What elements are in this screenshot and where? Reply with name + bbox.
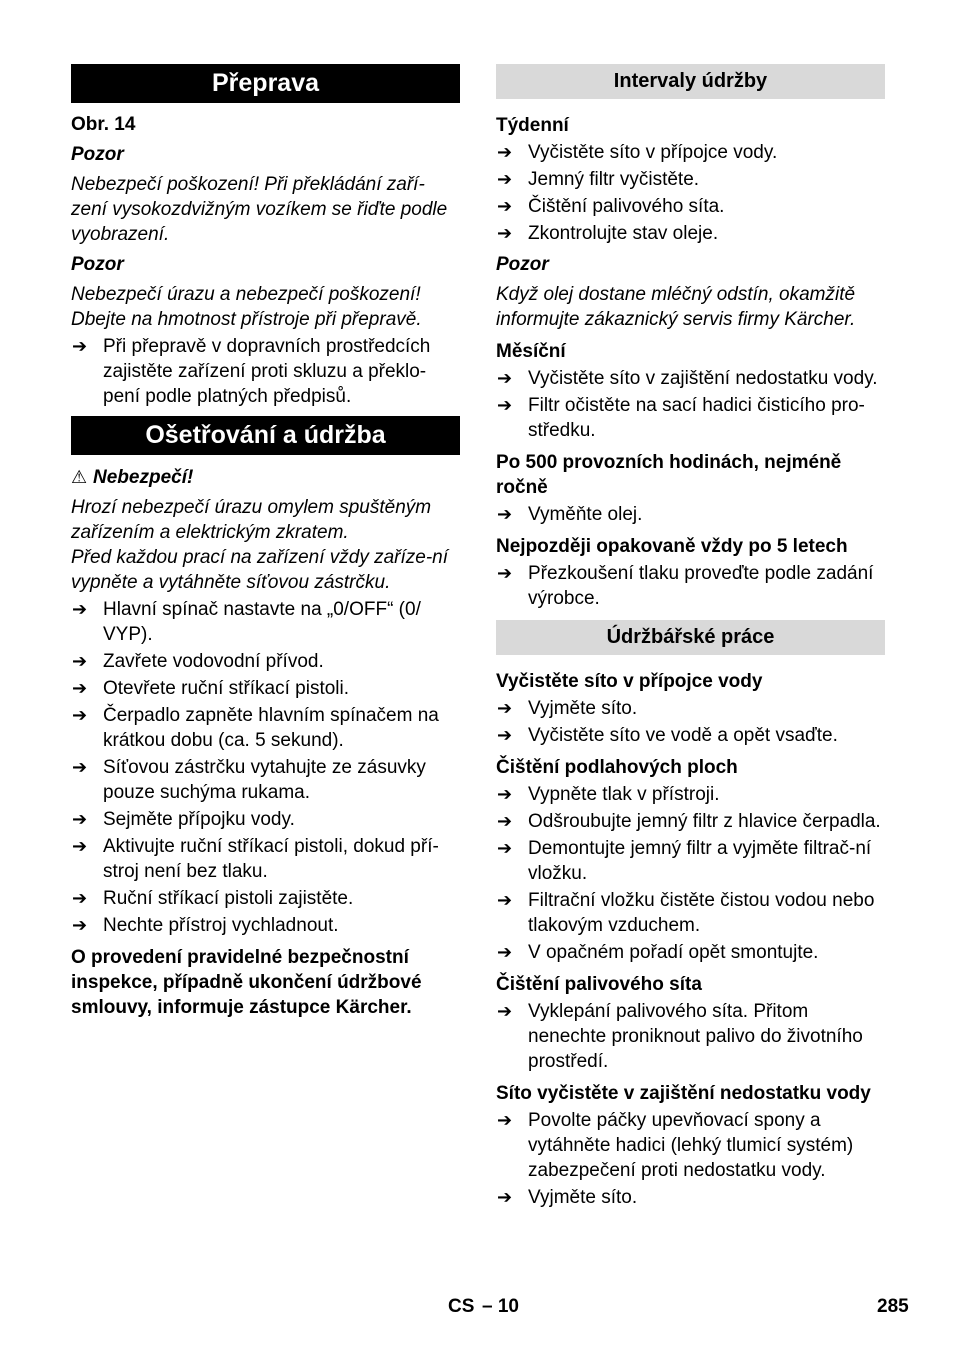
list-item-text: Přezkoušení tlaku proveďte podle zadání výrobce.: [528, 563, 874, 609]
transport-heading: Přeprava: [71, 64, 460, 103]
weekly-label: Týdenní: [496, 115, 569, 136]
list-item-text: Vyčistěte síto ve vodě a opět vsaďte.: [528, 725, 838, 746]
caution-label: Pozor: [71, 254, 124, 275]
footer-page-number: 285: [877, 1296, 909, 1317]
arrow-right-icon: ➔: [497, 368, 513, 388]
list-item-text: Zkontrolujte stav oleje.: [528, 223, 719, 244]
arrow-right-icon: ➔: [497, 223, 513, 243]
footer-lang-code: CS: [448, 1296, 475, 1317]
list-item-text: Vyměňte olej.: [528, 504, 643, 525]
list-item-text: Ruční stříkací pistoli zajistěte.: [103, 888, 354, 909]
danger-text: Hrozí nebezpečí úrazu omylem spuštěným zařízením a elektrickým zkratem.: [71, 497, 432, 543]
list-item: [496, 999, 885, 1074]
arrow-right-icon: ➔: [497, 169, 513, 189]
arrow-right-icon: ➔: [497, 504, 513, 524]
list-item-text: Sejměte přípojku vody.: [103, 809, 295, 830]
list-item-text: Aktivujte ruční stříkací pistoli, dokud pří-stroj není bez tlaku.: [103, 836, 439, 882]
inspection-note: O provedení pravidelné bezpečnostní inspekce, případně ukončení údržbové smlouvy, informuje zástupce Kärcher.: [71, 947, 422, 1018]
arrow-right-icon: ➔: [72, 336, 88, 356]
left-column: [71, 64, 460, 1020]
list-item-text: Demontujte jemný filtr a vyjměte filtrač-ní vložku.: [528, 838, 872, 884]
arrow-right-icon: ➔: [72, 915, 88, 935]
arrow-right-icon: ➔: [497, 784, 513, 804]
h500-label: Po 500 provozních hodinách, nejméně ročně: [496, 452, 842, 498]
list-item: [496, 940, 885, 965]
list-item-text: Nechte přístroj vychladnout.: [103, 915, 339, 936]
list-item: [496, 782, 885, 807]
h500-steps-list: [496, 502, 885, 527]
danger-label-row: [71, 465, 460, 490]
list-item: [496, 502, 885, 527]
list-item-text: Hlavní spínač nastavte na „0/OFF“ (0/ VYP).: [103, 599, 421, 645]
danger-text: Před každou prací na zařízení vždy zaříze-ní vypněte a vytáhněte síťovou zástrčku.: [71, 547, 449, 593]
list-item: [496, 809, 885, 834]
arrow-right-icon: ➔: [72, 705, 88, 725]
lowwater-label: Síto vyčistěte v zajištění nedostatku vody: [496, 1083, 871, 1104]
list-item-text: Odšroubujte jemný filtr z hlavice čerpadla.: [528, 811, 881, 832]
list-item: [71, 676, 460, 701]
list-item-text: Vyjměte síto.: [528, 1187, 638, 1208]
transport-steps-list: [71, 334, 460, 409]
work-heading: Údržbářské práce: [496, 620, 885, 655]
arrow-right-icon: ➔: [497, 942, 513, 962]
caution-text: Když olej dostane mléčný odstín, okamžitě informujte zákaznický servis firmy Kärcher.: [496, 284, 856, 330]
list-item-text: Filtr očistěte na sací hadici čisticího pro-středku.: [528, 395, 865, 441]
list-item: [496, 393, 885, 443]
fuel-label: Čištění palivového síta: [496, 974, 702, 995]
list-item: [71, 703, 460, 753]
intervals-heading: Intervaly údržby: [496, 64, 885, 99]
list-item: [496, 221, 885, 246]
list-item: [496, 723, 885, 748]
list-item-text: Vyčistěte síto v zajištění nedostatku vody.: [528, 368, 878, 389]
arrow-right-icon: ➔: [497, 725, 513, 745]
arrow-right-icon: ➔: [72, 809, 88, 829]
arrow-right-icon: ➔: [497, 1110, 513, 1130]
list-item-text: Otevřete ruční stříkací pistoli.: [103, 678, 350, 699]
floor-label: Čištění podlahových ploch: [496, 757, 738, 778]
list-item-text: Vyjměte síto.: [528, 698, 638, 719]
figure-reference: Obr. 14: [71, 114, 136, 135]
list-item-text: Jemný filtr vyčistěte.: [528, 169, 700, 190]
list-item: [496, 888, 885, 938]
list-item-text: Vyklepání palivového síta. Přitom nenechte proniknout palivo do životního prostředí.: [528, 1001, 863, 1072]
arrow-right-icon: ➔: [497, 698, 513, 718]
monthly-steps-list: [496, 366, 885, 443]
list-item-text: Při přepravě v dopravních prostředcích zajistěte zařízení proti skluzu a překlo-pení podle platných předpisů.: [103, 336, 431, 407]
arrow-right-icon: ➔: [497, 563, 513, 583]
danger-label: Nebezpečí!: [93, 467, 194, 488]
arrow-right-icon: ➔: [497, 811, 513, 831]
arrow-right-icon: ➔: [497, 1001, 513, 1021]
list-item: [71, 834, 460, 884]
list-item: [496, 561, 885, 611]
list-item: [71, 913, 460, 938]
arrow-right-icon: ➔: [72, 836, 88, 856]
list-item: [496, 1185, 885, 1210]
sieve-label: Vyčistěte síto v přípojce vody: [496, 671, 763, 692]
list-item: [496, 836, 885, 886]
list-item: [496, 194, 885, 219]
list-item: [71, 597, 460, 647]
list-item: [496, 1108, 885, 1183]
arrow-right-icon: ➔: [497, 196, 513, 216]
weekly-steps-list: [496, 140, 885, 246]
list-item-text: Povolte páčky upevňovací spony a vytáhněte hadici (lehký tlumicí systém) zabezpečení proti nedostatku vody.: [528, 1110, 854, 1181]
list-item: [496, 167, 885, 192]
arrow-right-icon: ➔: [72, 888, 88, 908]
list-item-text: Síťovou zástrčku vytahujte ze zásuvky pouze suchýma rukama.: [103, 757, 426, 803]
care-steps-list: [71, 597, 460, 938]
list-item-text: Vypněte tlak v přístroji.: [528, 784, 720, 805]
arrow-right-icon: ➔: [72, 599, 88, 619]
y5-label: Nejpozději opakovaně vždy po 5 letech: [496, 536, 848, 557]
list-item: [71, 886, 460, 911]
list-item-text: Zavřete vodovodní přívod.: [103, 651, 324, 672]
list-item-text: Čištění palivového síta.: [528, 196, 725, 217]
list-item: [496, 366, 885, 391]
caution-label: Pozor: [496, 254, 549, 275]
arrow-right-icon: ➔: [72, 757, 88, 777]
monthly-label: Měsíční: [496, 341, 566, 362]
caution-label: Pozor: [71, 144, 124, 165]
right-column: [496, 64, 885, 1210]
arrow-right-icon: ➔: [497, 1187, 513, 1207]
list-item-text: Filtrační vložku čistěte čistou vodou nebo tlakovým vzduchem.: [528, 890, 875, 936]
care-heading: Ošetřování a údržba: [71, 416, 460, 455]
list-item-text: Čerpadlo zapněte hlavním spínačem na krátkou dobu (ca. 5 sekund).: [103, 705, 439, 751]
list-item: [71, 807, 460, 832]
y5-steps-list: [496, 561, 885, 611]
list-item-text: V opačném pořadí opět smontujte.: [528, 942, 819, 963]
list-item: [71, 649, 460, 674]
arrow-right-icon: ➔: [497, 838, 513, 858]
arrow-right-icon: ➔: [72, 678, 88, 698]
warning-triangle-icon: ⚠: [71, 467, 88, 487]
floor-steps-list: [496, 782, 885, 965]
footer-section-page: – 10: [482, 1296, 519, 1317]
arrow-right-icon: ➔: [497, 395, 513, 415]
list-item: [496, 140, 885, 165]
list-item: [71, 755, 460, 805]
lowwater-steps-list: [496, 1108, 885, 1210]
list-item: [71, 334, 460, 409]
list-item: [496, 696, 885, 721]
arrow-right-icon: ➔: [497, 890, 513, 910]
arrow-right-icon: ➔: [72, 651, 88, 671]
list-item-text: Vyčistěte síto v přípojce vody.: [528, 142, 778, 163]
sieve-steps-list: [496, 696, 885, 748]
fuel-steps-list: [496, 999, 885, 1074]
caution-text: Nebezpečí poškození! Při překládání zaří-zení vysokozdvižným vozíkem se řiďte podle vyobrazení.: [71, 174, 448, 245]
arrow-right-icon: ➔: [497, 142, 513, 162]
caution-text: Nebezpečí úrazu a nebezpečí poškození! Dbejte na hmotnost přístroje při přepravě.: [71, 284, 422, 330]
